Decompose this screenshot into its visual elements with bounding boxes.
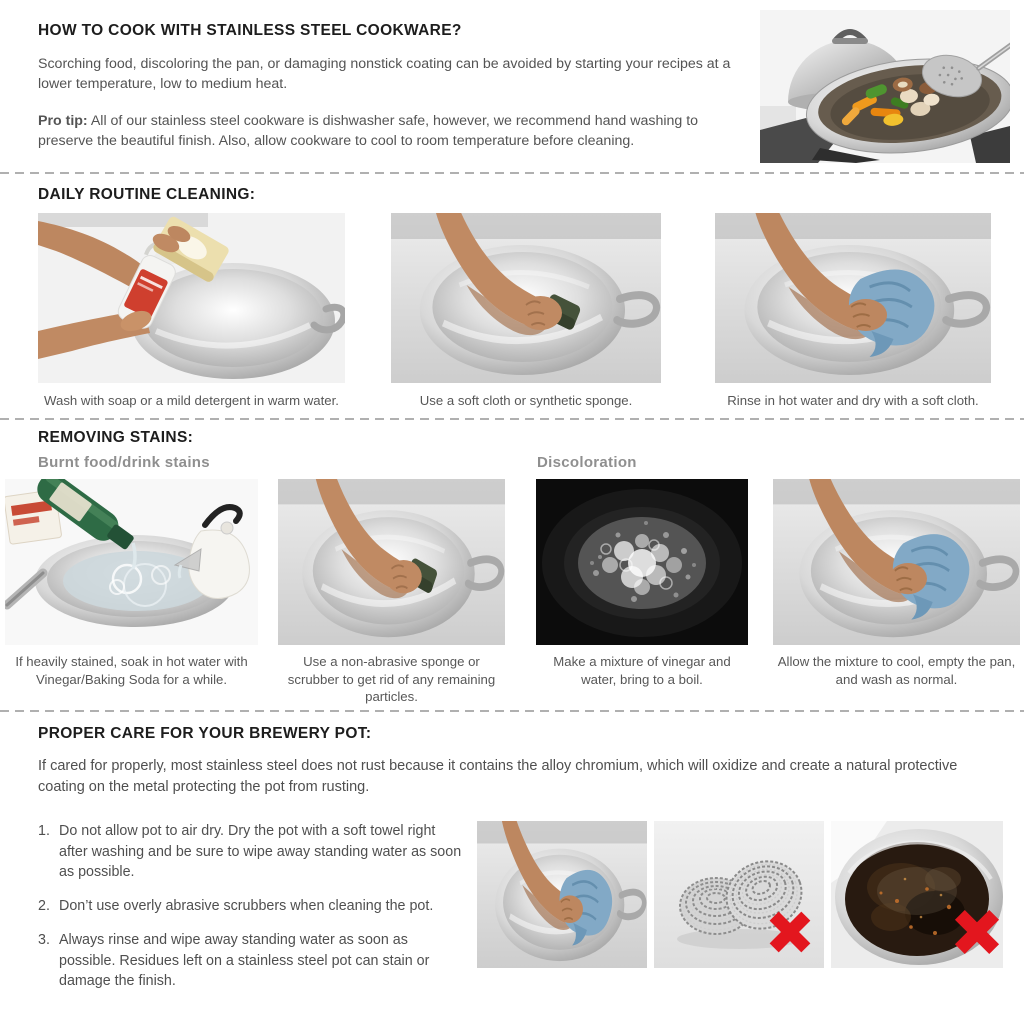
burnt-stains-subheading: Burnt food/drink stains: [38, 453, 210, 471]
daily-step-caption: Rinse in hot water and dry with a soft cloth.: [727, 393, 979, 408]
spray-detergent-sponge-image: [38, 213, 345, 383]
hand-sponge-pan-image: [391, 213, 661, 383]
pro-tip-paragraph: [38, 111, 734, 152]
stain-step-cool: [773, 479, 1020, 706]
dry-with-towel-image: [477, 821, 647, 968]
proper-care-body: [38, 821, 1024, 1005]
pro-tip-text: All of our stainless steel cookware is dishwasher safe, however, we recommend hand washing to preserve the beautiful finish. Also, allow cookware to cool to room temperature before cleaning.: [38, 112, 699, 150]
proper-care-title: PROPER CARE FOR YOUR BREWERY POT:: [38, 725, 372, 743]
hand-cloth-pan-image: [715, 213, 991, 383]
proper-care-intro: If cared for properly, most stainless steel does not rust because it contains the alloy chromium, which will oxidize and create a natural protective coating on the metal protecting the pot from rusting.: [38, 758, 958, 796]
daily-step-sponge: [391, 213, 661, 410]
red-x-icon: [766, 908, 814, 956]
removing-stains-title: REMOVING STAINS:: [38, 428, 194, 446]
daily-step-caption: Use a soft cloth or synthetic sponge.: [419, 393, 633, 408]
daily-step-rinse: [715, 213, 991, 410]
wok-stir-fry-image: [760, 10, 1010, 163]
daily-cleaning-title: DAILY ROUTINE CLEANING:: [38, 186, 256, 203]
stain-step-caption: Allow the mixture to cool, empty the pan, and wash as normal.: [777, 653, 1016, 687]
hand-sponge-pan-image: [278, 479, 505, 645]
stain-removal-steps: [0, 479, 1024, 706]
care-tip-item: Do not allow pot to air dry. Dry the pot with a soft towel right after washing and be sure to wipe away standing water as soon as possible.: [59, 823, 462, 880]
intro-text: [38, 22, 734, 152]
removing-stains-section: [0, 420, 1024, 710]
how-to-cook-section: [0, 0, 1024, 172]
hand-cloth-pan-image: [773, 479, 1020, 645]
daily-cleaning-steps: [38, 213, 1024, 410]
boiling-mixture-image: [536, 479, 748, 645]
proper-care-section: [0, 712, 1024, 1005]
stain-subheadings: [0, 454, 1024, 476]
intro-paragraph: Scorching food, discoloring the pan, or damaging nonstick coating can be avoided by starting your recipes at a lower temperature, low to medium heat.: [38, 56, 731, 93]
daily-step-caption: Wash with soap or a mild detergent in warm water.: [44, 393, 339, 408]
care-tip-item: Don’t use overly abrasive scrubbers when cleaning the pot.: [59, 898, 434, 915]
stain-step-caption: Use a non-abrasive sponge or scrubber to get rid of any remaining particles.: [287, 653, 496, 705]
daily-step-wash: [38, 213, 345, 410]
stain-step-soak: [5, 479, 258, 706]
stain-step-caption: If heavily stained, soak in hot water with Vinegar/Baking Soda for a while.: [15, 653, 248, 687]
care-tips-list: [38, 821, 465, 1005]
care-example-images: [477, 821, 1003, 1005]
pouring-vinegar-image: [5, 479, 258, 645]
stain-step-boil: [536, 479, 748, 706]
how-to-cook-title: HOW TO COOK WITH STAINLESS STEEL COOKWARE?: [38, 22, 462, 39]
stain-step-caption: Make a mixture of vinegar and water, bring to a boil.: [553, 653, 731, 687]
steel-wool-scrubbers-image: [654, 821, 824, 968]
pro-tip-label: Pro tip:: [38, 112, 88, 129]
daily-cleaning-section: [0, 174, 1024, 418]
care-tip-item: Always rinse and wipe away standing water as soon as possible. Residues left on a stainless steel pot can stain or damage the finish.: [59, 932, 430, 990]
burnt-pan-image: [831, 821, 1003, 968]
red-x-icon: [951, 906, 1003, 958]
stain-step-scrub: [278, 479, 505, 706]
discoloration-subheading: Discoloration: [537, 453, 637, 471]
